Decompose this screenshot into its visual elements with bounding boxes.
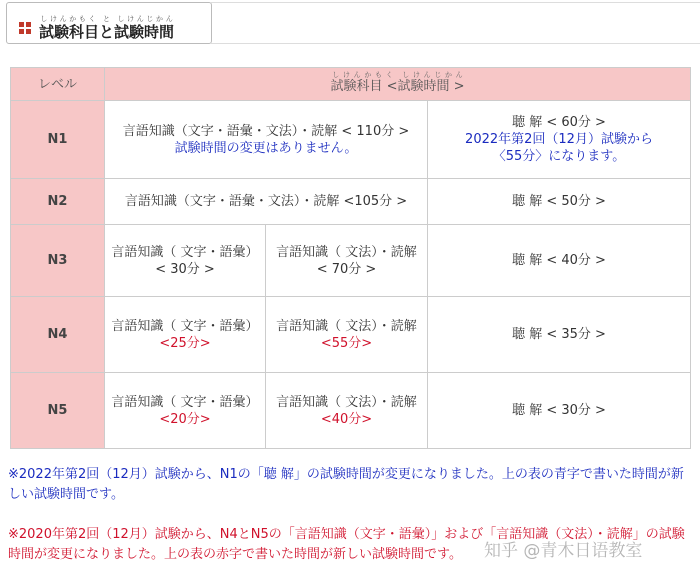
level-cell: N5 <box>11 373 105 449</box>
subject-cell: 言語知識（文字・語彙・文法）・読解 <105分 > <box>105 179 428 225</box>
listening-cell: 聴 解 < 50分 > <box>428 179 691 225</box>
listening-cell: 聴 解 < 40分 > <box>428 225 691 297</box>
level-cell: N2 <box>11 179 105 225</box>
column-header-subject: 試験科目 <試験時間 >しけんかもく しけんじかん <box>105 68 691 101</box>
exam-schedule-table <box>10 67 691 449</box>
time-value: <20分> <box>159 411 211 427</box>
subject-text: 言語知識（ 文字・語彙） <box>111 394 259 410</box>
subject-cell-grammar: 言語知識（ 文法）・読解 < 70分 > <box>266 225 428 297</box>
table-row <box>11 225 691 297</box>
header-rule <box>210 2 700 44</box>
grid-bullet-icon <box>19 22 33 36</box>
listening-text: 聴 解 < 60分 > <box>512 115 606 130</box>
subject-text: 言語知識（ 文法）・読解 <box>276 394 417 410</box>
subject-cell-vocab: 言語知識（ 文字・語彙） < 30分 > <box>105 225 266 297</box>
listening-cell <box>428 101 691 179</box>
table-row <box>11 101 691 179</box>
level-cell: N3 <box>11 225 105 297</box>
subject-text: 言語知識（ 文法）・読解 <box>276 318 417 334</box>
time-value: <25分> <box>159 335 211 351</box>
watermark: 知乎 @青木日语教室 <box>484 541 643 561</box>
section-title: 試験科目と試験時間しけんかもく と しけんじかん <box>39 15 175 41</box>
subject-cell-vocab <box>105 373 266 449</box>
section-title-box <box>6 2 212 44</box>
time-value: <40分> <box>320 411 373 427</box>
listening-cell: 聴 解 < 35分 > <box>428 297 691 373</box>
subject-text: 言語知識（ 文字・語彙） <box>111 318 259 334</box>
red-change-note: ※2020年第2回（12月）試験から、N4とN5の「言語知識（文字・語彙）」および「言語知識（文法）・読解」の試験時間が変更になりました。上の表の赤字で書いた時間が新しい試験時間です。 <box>8 527 685 562</box>
subject-cell-grammar <box>266 297 428 373</box>
time-note: 試験時間の変更はありません。 <box>174 140 358 156</box>
table-row <box>11 297 691 373</box>
time-value: <55分> <box>320 335 373 351</box>
level-cell: N1 <box>11 101 105 179</box>
table-row <box>11 179 691 225</box>
listening-note-line1: 2022年第2回（12月）試験から <box>465 132 653 147</box>
subject-cell-vocab <box>105 297 266 373</box>
listening-cell: 聴 解 < 30分 > <box>428 373 691 449</box>
listening-note-line2: 〈55分〉になります。 <box>492 149 626 164</box>
subject-cell <box>105 101 428 179</box>
subject-text: 言語知識（文字・語彙・文法）・読解 < 110分 > <box>122 123 410 139</box>
section-header <box>0 0 700 44</box>
blue-change-note: ※2022年第2回（12月）試験から、N1の「聴 解」の試験時間が変更になりました。上の表の青字で書いた時間が新しい試験時間です。 <box>8 467 684 502</box>
column-header-level: レベル <box>11 68 105 101</box>
table-row <box>11 373 691 449</box>
subject-cell-grammar <box>266 373 428 449</box>
table-header-row <box>11 68 691 101</box>
level-cell: N4 <box>11 297 105 373</box>
